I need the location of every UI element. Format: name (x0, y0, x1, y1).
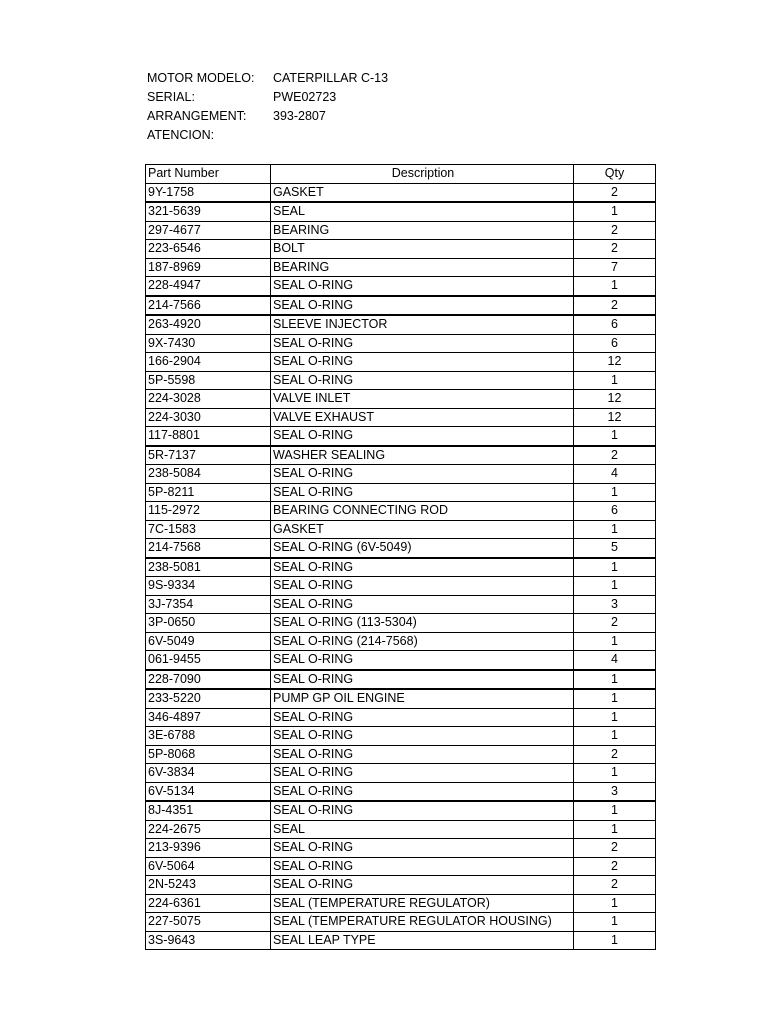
qty-cell: 1 (574, 913, 656, 932)
table-row (146, 913, 656, 932)
table-row (146, 240, 656, 259)
part-number-cell: 213-9396 (146, 839, 271, 858)
part-number-cell: 3P-0650 (146, 614, 271, 633)
part-number-cell: 8J-4351 (146, 801, 271, 820)
qty-cell: 1 (574, 558, 656, 577)
qty-cell: 2 (574, 183, 656, 202)
qty-cell: 2 (574, 857, 656, 876)
description-cell: SEAL LEAP TYPE (271, 931, 574, 950)
part-number-cell: 224-3030 (146, 408, 271, 427)
part-number-cell: 6V-5049 (146, 632, 271, 651)
qty-cell: 1 (574, 371, 656, 390)
table-row (146, 670, 656, 690)
qty-cell: 12 (574, 353, 656, 372)
part-number-cell: 297-4677 (146, 221, 271, 240)
qty-cell: 6 (574, 334, 656, 353)
part-number-cell: 346-4897 (146, 708, 271, 727)
part-number-cell: 115-2972 (146, 502, 271, 521)
description-cell: SEAL O-RING (271, 801, 574, 820)
table-row (146, 277, 656, 296)
part-number-cell: 238-5084 (146, 465, 271, 484)
description-cell: SEAL (TEMPERATURE REGULATOR) (271, 894, 574, 913)
qty-cell: 2 (574, 221, 656, 240)
serial-label: SERIAL: (147, 90, 195, 104)
part-number-cell: 5P-8211 (146, 483, 271, 502)
part-number-cell: 228-4947 (146, 277, 271, 296)
part-number-cell: 263-4920 (146, 315, 271, 334)
description-cell: SEAL O-RING (271, 857, 574, 876)
qty-cell: 2 (574, 745, 656, 764)
table-row (146, 390, 656, 409)
qty-cell: 1 (574, 727, 656, 746)
part-number-cell: 214-7566 (146, 296, 271, 316)
table-row (146, 483, 656, 502)
qty-cell: 4 (574, 465, 656, 484)
qty-cell: 1 (574, 632, 656, 651)
description-cell: SEAL O-RING (271, 595, 574, 614)
description-cell: SEAL O-RING (271, 334, 574, 353)
part-number-cell: 3S-9643 (146, 931, 271, 950)
table-row (146, 577, 656, 596)
part-number-cell: 5R-7137 (146, 446, 271, 465)
table-row (146, 353, 656, 372)
table-row (146, 632, 656, 651)
table-row (146, 614, 656, 633)
qty-cell: 1 (574, 820, 656, 839)
description-cell: SEAL O-RING (271, 670, 574, 690)
part-number-cell: 227-5075 (146, 913, 271, 932)
description-cell: SEAL O-RING (271, 277, 574, 296)
qty-cell: 1 (574, 577, 656, 596)
table-row (146, 745, 656, 764)
motor-model-label: MOTOR MODELO: (147, 71, 255, 85)
description-cell: SEAL O-RING (271, 651, 574, 670)
table-row (146, 446, 656, 465)
description-cell: BEARING CONNECTING ROD (271, 502, 574, 521)
qty-cell: 5 (574, 539, 656, 558)
qty-cell: 1 (574, 764, 656, 783)
table-row (146, 727, 656, 746)
description-cell: SEAL O-RING (271, 782, 574, 801)
table-row (146, 408, 656, 427)
qty-cell: 6 (574, 315, 656, 334)
part-number-cell: 2N-5243 (146, 876, 271, 895)
table-row (146, 520, 656, 539)
part-number-cell: 224-2675 (146, 820, 271, 839)
description-cell: SEAL (TEMPERATURE REGULATOR HOUSING) (271, 913, 574, 932)
description-cell: WASHER SEALING (271, 446, 574, 465)
part-number-cell: 3J-7354 (146, 595, 271, 614)
description-cell: BEARING (271, 221, 574, 240)
qty-cell: 1 (574, 708, 656, 727)
qty-cell: 1 (574, 894, 656, 913)
table-row (146, 820, 656, 839)
qty-cell: 1 (574, 483, 656, 502)
table-row (146, 708, 656, 727)
description-cell: SEAL O-RING (271, 296, 574, 316)
description-cell: SEAL O-RING (271, 465, 574, 484)
part-number-cell: 223-6546 (146, 240, 271, 259)
description-cell: SEAL O-RING (113-5304) (271, 614, 574, 633)
description-cell: SEAL O-RING (214-7568) (271, 632, 574, 651)
column-header-qty: Qty (574, 165, 656, 184)
part-number-cell: 233-5220 (146, 689, 271, 708)
arrangement-value: 393-2807 (273, 109, 326, 123)
table-row (146, 782, 656, 801)
qty-cell: 1 (574, 520, 656, 539)
description-cell: SEAL O-RING (271, 353, 574, 372)
table-row (146, 427, 656, 446)
table-row (146, 221, 656, 240)
table-row (146, 258, 656, 277)
table-row (146, 839, 656, 858)
qty-cell: 2 (574, 876, 656, 895)
part-number-cell: 6V-5134 (146, 782, 271, 801)
description-cell: VALVE EXHAUST (271, 408, 574, 427)
qty-cell: 1 (574, 801, 656, 820)
table-row (146, 801, 656, 820)
table-row (146, 334, 656, 353)
description-cell: GASKET (271, 520, 574, 539)
column-header-description: Description (271, 165, 574, 184)
description-cell: SEAL O-RING (271, 427, 574, 446)
description-cell: SEAL O-RING (271, 839, 574, 858)
qty-cell: 2 (574, 446, 656, 465)
part-number-cell: 214-7568 (146, 539, 271, 558)
table-body (146, 183, 656, 950)
description-cell: SLEEVE INJECTOR (271, 315, 574, 334)
arrangement-label: ARRANGEMENT: (147, 109, 247, 123)
qty-cell: 3 (574, 595, 656, 614)
qty-cell: 12 (574, 390, 656, 409)
table-row (146, 502, 656, 521)
description-cell: SEAL O-RING (271, 745, 574, 764)
description-cell: SEAL (271, 820, 574, 839)
part-number-cell: 9X-7430 (146, 334, 271, 353)
table-row (146, 465, 656, 484)
qty-cell: 7 (574, 258, 656, 277)
part-number-cell: 6V-3834 (146, 764, 271, 783)
table-row (146, 595, 656, 614)
part-number-cell: 321-5639 (146, 202, 271, 221)
table-row (146, 296, 656, 316)
table-row (146, 183, 656, 202)
table-row (146, 689, 656, 708)
description-cell: SEAL O-RING (6V-5049) (271, 539, 574, 558)
attention-label: ATENCION: (147, 128, 215, 142)
description-cell: SEAL O-RING (271, 727, 574, 746)
description-cell: PUMP GP OIL ENGINE (271, 689, 574, 708)
description-cell: SEAL O-RING (271, 577, 574, 596)
qty-cell: 1 (574, 931, 656, 950)
part-number-cell: 228-7090 (146, 670, 271, 690)
table-row (146, 931, 656, 950)
description-cell: BEARING (271, 258, 574, 277)
qty-cell: 2 (574, 614, 656, 633)
part-number-cell: 5P-5598 (146, 371, 271, 390)
part-number-cell: 238-5081 (146, 558, 271, 577)
description-cell: BOLT (271, 240, 574, 259)
column-header-part-number: Part Number (146, 165, 271, 184)
qty-cell: 1 (574, 277, 656, 296)
table-row (146, 202, 656, 221)
part-number-cell: 224-6361 (146, 894, 271, 913)
parts-table (145, 164, 656, 950)
part-number-cell: 3E-6788 (146, 727, 271, 746)
part-number-cell: 9Y-1758 (146, 183, 271, 202)
table-row (146, 558, 656, 577)
description-cell: VALVE INLET (271, 390, 574, 409)
qty-cell: 6 (574, 502, 656, 521)
qty-cell: 12 (574, 408, 656, 427)
description-cell: SEAL O-RING (271, 483, 574, 502)
description-cell: SEAL (271, 202, 574, 221)
description-cell: GASKET (271, 183, 574, 202)
qty-cell: 1 (574, 670, 656, 690)
table-row (146, 371, 656, 390)
qty-cell: 1 (574, 202, 656, 221)
table-row (146, 539, 656, 558)
qty-cell: 2 (574, 839, 656, 858)
table-row (146, 764, 656, 783)
table-row (146, 894, 656, 913)
part-number-cell: 166-2904 (146, 353, 271, 372)
table-row (146, 857, 656, 876)
part-number-cell: 187-8969 (146, 258, 271, 277)
qty-cell: 2 (574, 240, 656, 259)
part-number-cell: 5P-8068 (146, 745, 271, 764)
qty-cell: 3 (574, 782, 656, 801)
description-cell: SEAL O-RING (271, 558, 574, 577)
qty-cell: 1 (574, 427, 656, 446)
table-row (146, 876, 656, 895)
part-number-cell: 7C-1583 (146, 520, 271, 539)
serial-value: PWE02723 (273, 90, 337, 104)
description-cell: SEAL O-RING (271, 371, 574, 390)
motor-model-value: CATERPILLAR C-13 (273, 71, 389, 85)
qty-cell: 1 (574, 689, 656, 708)
qty-cell: 4 (574, 651, 656, 670)
part-number-cell: 9S-9334 (146, 577, 271, 596)
description-cell: SEAL O-RING (271, 876, 574, 895)
document-header (147, 69, 473, 145)
table-header-row (146, 165, 656, 184)
attention-value (273, 126, 473, 145)
description-cell: SEAL O-RING (271, 708, 574, 727)
description-cell: SEAL O-RING (271, 764, 574, 783)
part-number-cell: 6V-5064 (146, 857, 271, 876)
part-number-cell: 224-3028 (146, 390, 271, 409)
table-row (146, 315, 656, 334)
table-row (146, 651, 656, 670)
qty-cell: 2 (574, 296, 656, 316)
part-number-cell: 117-8801 (146, 427, 271, 446)
part-number-cell: 061-9455 (146, 651, 271, 670)
